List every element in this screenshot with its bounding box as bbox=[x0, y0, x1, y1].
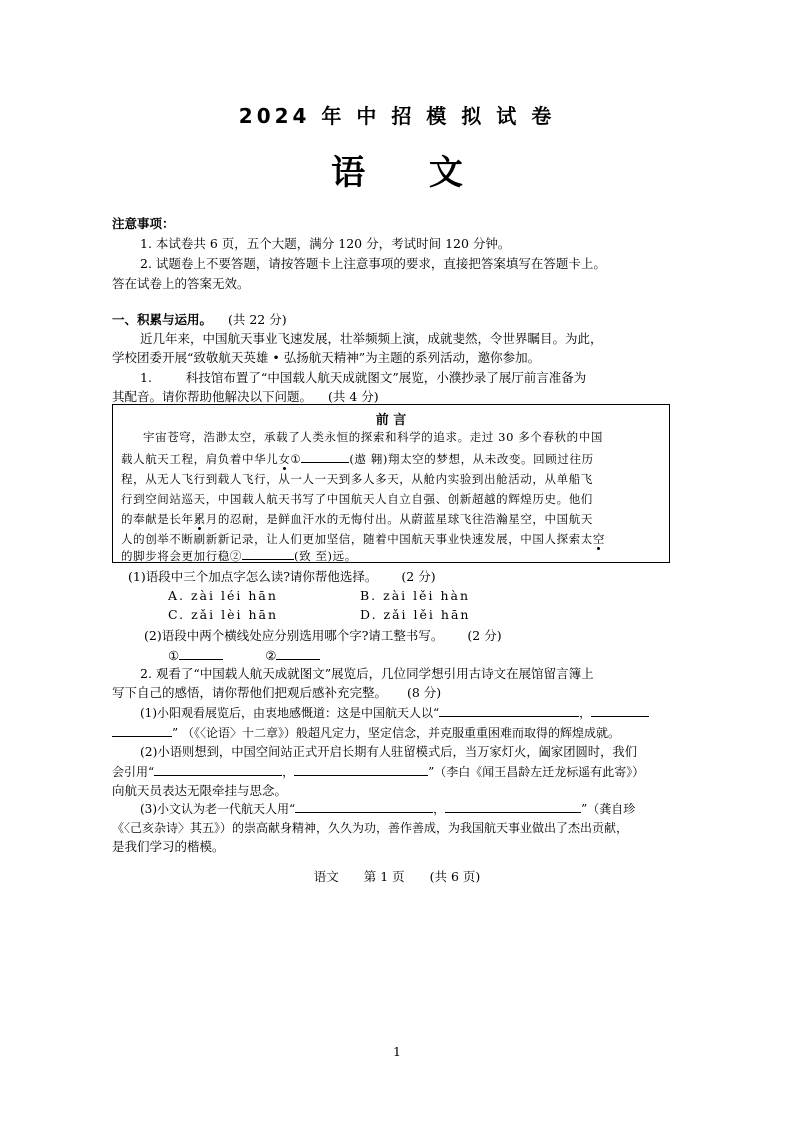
notice-item-2: 2. 试题卷上不要答题，请按答题卡上注意事项的要求，直接把答案填写在答题卡上。 bbox=[140, 256, 606, 271]
question1-line1 bbox=[140, 368, 586, 388]
q2-part1-sep: ， bbox=[579, 706, 592, 720]
q2-part3-source: ”（龚自珍 bbox=[581, 802, 636, 816]
question1-score: (共 4 分) bbox=[328, 389, 379, 404]
q2-part2-line2 bbox=[112, 762, 644, 782]
q2-part3-sep: ， bbox=[433, 802, 446, 816]
page-footer: 语文 第 1 页 (共 6 页) bbox=[313, 869, 481, 884]
blank-1-label: ① bbox=[290, 452, 302, 466]
q2-part1-line2 bbox=[112, 723, 620, 743]
notice-item-2-cont: 答在试卷上的答案无效。 bbox=[112, 276, 250, 291]
answer-blank-1-label: ① bbox=[168, 648, 180, 663]
preface-text: 人的创举不断刷新新记录，让人们更加坚信，随着中国航天事业快速发展，中国人探索太 bbox=[121, 532, 593, 546]
subq1-row bbox=[128, 567, 436, 587]
section1-score: (共 22 分) bbox=[228, 312, 287, 327]
subq1-score: (2 分) bbox=[401, 569, 436, 584]
q2-part3-text: (3)小文认为老一代航天人用“ bbox=[140, 802, 296, 816]
question2-text: 写下自己的感悟，请你帮他们把观后感补充完整。 bbox=[112, 685, 388, 700]
exam-title: 2024 年 中 招 模 拟 试 卷 bbox=[238, 104, 556, 128]
preface-text: (致 至)远。 bbox=[294, 549, 357, 563]
option-b[interactable]: B. zài lěi hàn bbox=[360, 588, 471, 603]
section1-heading-row bbox=[112, 310, 287, 330]
preface-box bbox=[112, 404, 670, 563]
subq1-prompt: (1)语段中三个加点字怎么读?请你帮他选择。 bbox=[128, 569, 378, 584]
preface-text: 载人航天工程，肩负着中华儿 bbox=[121, 452, 279, 466]
poem-blank-6[interactable] bbox=[445, 800, 581, 813]
preface-text: 的脚步将会更加行稳 bbox=[121, 549, 230, 563]
preface-text: 月的忍耐，是鲜血汗水的无悔付出。从蔚蓝星球飞往浩瀚星空，中国航天 bbox=[205, 512, 593, 526]
q2-part1-text: (1)小阳观看展览后，由衷地感慨道：这是中国航天人以“ bbox=[140, 706, 440, 720]
page-number: 1 bbox=[393, 1044, 401, 1059]
q2-part1-line1 bbox=[140, 703, 649, 723]
poem-blank-2-cont[interactable] bbox=[112, 724, 172, 737]
option-c[interactable]: C. zǎi lèi hān bbox=[168, 607, 278, 622]
q2-part3-line1 bbox=[140, 799, 635, 819]
preface-line-7 bbox=[121, 547, 357, 564]
answer-blank-2[interactable] bbox=[276, 647, 320, 660]
poem-blank-4[interactable] bbox=[294, 763, 428, 776]
question2-line1: 2. 观看了“中国载人航天成就图文”展览后，几位同学想引用古诗文在展馆留言簿上 bbox=[140, 666, 594, 681]
subq2-score: (2 分) bbox=[467, 628, 502, 643]
q2-part3-line3: 是我们学习的楷模。 bbox=[112, 839, 225, 854]
q2-part2-text: 会引用“ bbox=[112, 765, 155, 779]
preface-title: 前 言 bbox=[375, 413, 407, 428]
answer-blank-1[interactable] bbox=[179, 647, 223, 660]
question2-line2 bbox=[112, 683, 441, 703]
subq2-prompt: (2)语段中两个横线处应分别选用哪个字?请工整书写。 bbox=[144, 628, 444, 643]
preface-line-3: 程，从无人飞行到载人飞行，从一人一天到多人多天，从舱内实验到出舱活动，从单船飞 bbox=[121, 472, 593, 486]
dotted-char-3: 空 bbox=[592, 532, 606, 546]
blank-2-label: ② bbox=[229, 549, 243, 563]
question2-score: (8 分) bbox=[407, 685, 442, 700]
option-d[interactable]: D. zǎi lěi hān bbox=[360, 607, 471, 622]
poem-blank-3[interactable] bbox=[154, 763, 282, 776]
preface-text: 的奉献是长年 bbox=[121, 512, 194, 526]
q2-part1-text-end: ” （《〈论语〉十二章》）般超凡定力，坚定信念，并克服重重困难而取得的辉煌成就。 bbox=[172, 726, 620, 740]
preface-line-4: 行到空间站巡天，中国载人航天书写了中国航天人自立自强、创新超越的辉煌历史。他们 bbox=[121, 492, 593, 506]
preface-line-1: 宇宙苍穹，浩渺太空，承载了人类永恒的探索和科学的追求。走过 30 多个春秋的中国 bbox=[143, 430, 603, 444]
poem-blank-1[interactable] bbox=[439, 704, 579, 717]
poem-blank-5[interactable] bbox=[295, 800, 433, 813]
subject-title: 语 文 bbox=[331, 153, 489, 193]
notice-item-1: 1. 本试卷共 6 页，五个大题，满分 120 分，考试时间 120 分钟。 bbox=[140, 236, 511, 251]
answer-blank-2-label: ② bbox=[265, 648, 277, 663]
q2-part2-line3: 向航天员表达无限牵挂与思念。 bbox=[112, 783, 288, 798]
subq2-row bbox=[144, 626, 502, 646]
preface-line-5 bbox=[121, 511, 593, 527]
preface-line-6 bbox=[121, 531, 605, 547]
question1-text-cont: 其配音。请你帮助他解决以下问题。 bbox=[112, 389, 313, 404]
q2-part2-source: ”（李白《闻王昌龄左迁龙标遥有此寄》） bbox=[428, 765, 645, 779]
poem-blank-2[interactable] bbox=[591, 704, 649, 717]
q2-part3-line2: 《〈己亥杂诗〉其五》）的崇高献身精神，久久为功，善作善成，为我国航天事业做出了杰出贡献， bbox=[112, 821, 629, 835]
blank-1 bbox=[301, 450, 349, 463]
section1-intro-2: 学校团委开展“致敬航天英雄 • 弘扬航天精神”为主题的系列活动，邀你参加。 bbox=[112, 350, 541, 365]
section1-heading: 一、积累与运用。 bbox=[112, 312, 213, 327]
blank-2 bbox=[242, 547, 294, 560]
question1-text: 科技馆布置了“中国载人航天成就图文”展览，小濮抄录了展厅前言准备为 bbox=[185, 370, 587, 385]
option-a[interactable]: A. zài léi hān bbox=[168, 588, 278, 603]
dotted-char-1: 女 bbox=[278, 452, 291, 466]
question1-number: 1. bbox=[140, 370, 152, 385]
preface-text: (遨 翱)翔太空的梦想，从未改变。回顾过往历 bbox=[349, 452, 594, 466]
q2-part2-line1: (2)小语则想到，中国空间站正式开启长期有人驻留模式后，当万家灯火，阖家团圆时，我们 bbox=[140, 745, 637, 759]
section1-intro-1: 近几年来，中国航天事业飞速发展，壮举频频上演，成就斐然，令世界瞩目。为此， bbox=[140, 331, 603, 346]
notice-heading: 注意事项： bbox=[112, 216, 175, 231]
q2-part2-sep: ， bbox=[282, 765, 295, 779]
dotted-char-2: 累 bbox=[193, 512, 206, 526]
subq2-blanks bbox=[168, 646, 320, 666]
preface-line-2 bbox=[121, 450, 594, 467]
